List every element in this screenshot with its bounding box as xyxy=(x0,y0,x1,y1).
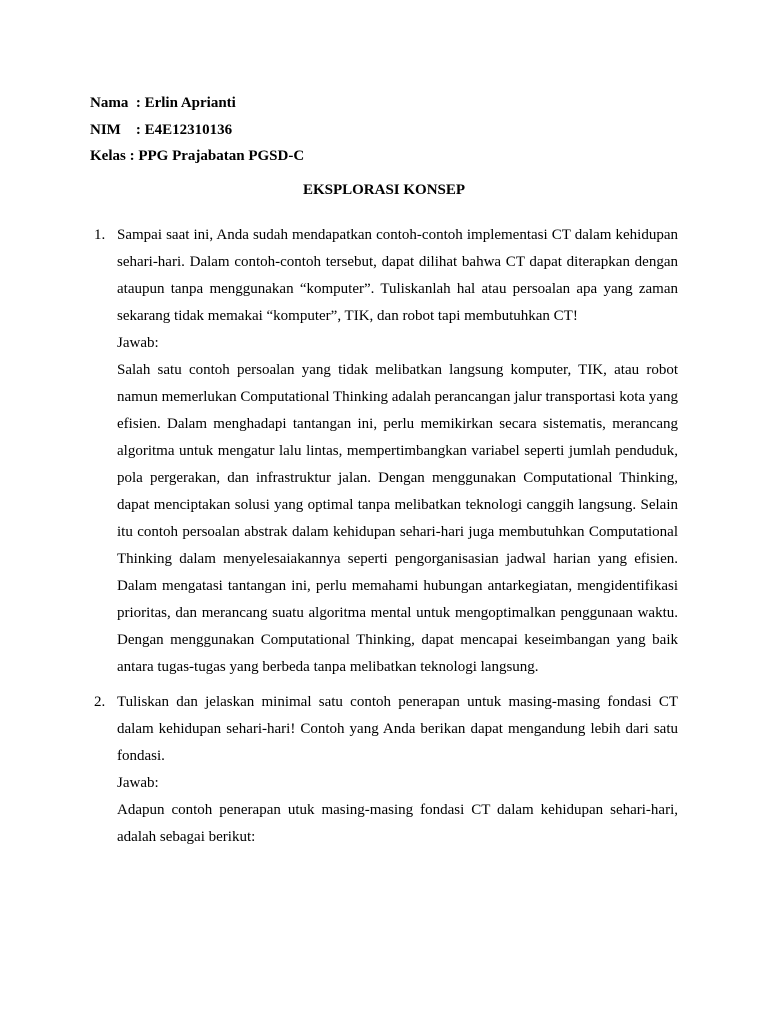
question-item-1 xyxy=(90,222,678,681)
student-info xyxy=(90,90,304,170)
answer-text: Salah satu contoh persoalan yang tidak melibatkan langsung komputer, TIK, atau robot namun memerlukan Computational Thinking adalah perancangan jalur transportasi kota yang efisien. Dalam menghadapi tantangan ini, perlu memikirkan secara sistematis, merancang algoritma untuk mengatur lalu lintas, mempertimbangkan variabel seperti jumlah penduduk, pola pergerakan, dan infrastruktur jalan. Dengan menggunakan Computational Thinking, dapat menciptakan solusi yang optimal tanpa melibatkan teknologi canggih langsung. Selain itu contoh persoalan abstrak dalam kehidupan sehari-hari juga membutuhkan Computational Thinking dalam menyelesaiakannya seperti pengorganisasian jadwal harian yang efisien. Dalam mengatasi tantangan ini, perlu memahami hubungan antarkegiatan, mengidentifikasi prioritas, dan merancang suatu algoritma mental untuk mengoptimalkan penggunaan waktu. Dengan menggunakan Computational Thinking, dapat mencapai keseimbangan yang baik antara tugas-tugas yang berbeda tanpa melibatkan teknologi langsung. xyxy=(117,362,678,675)
document-title: EKSPLORASI KONSEP xyxy=(302,182,466,198)
question-number: 1. xyxy=(94,227,106,243)
question-text: Tuliskan dan jelaskan minimal satu contoh penerapan untuk masing-masing fondasi CT dalam kehidupan sehari-hari! Contoh yang Anda berikan dapat mengandung lebih dari satu fondasi. xyxy=(117,694,678,764)
question-item-2 xyxy=(90,689,678,851)
answer-text: Adapun contoh penerapan utuk masing-masing fondasi CT dalam kehidupan sehari-hari, adalah sebagai berikut: xyxy=(117,802,678,845)
answer-label: Jawab: xyxy=(117,775,159,791)
student-class-line: Kelas : PPG Prajabatan PGSD-C xyxy=(90,148,305,164)
answer-label: Jawab: xyxy=(117,335,159,351)
student-nim-line: NIM : E4E12310136 xyxy=(90,121,233,138)
question-number: 2. xyxy=(94,694,106,710)
question-text: Sampai saat ini, Anda sudah mendapatkan contoh-contoh implementasi CT dalam kehidupan sehari-hari. Dalam contoh-contoh tersebut, dapat dilihat bahwa CT dapat diterapkan dengan ataupun tanpa menggunakan “komputer”. Tuliskanlah hal atau persoalan apa yang zaman sekarang tidak memakai “komputer”, TIK, dan robot tapi membutuhkan CT! xyxy=(117,227,678,324)
question-list xyxy=(90,222,678,851)
student-name-line: Nama : Erlin Aprianti xyxy=(90,95,236,111)
